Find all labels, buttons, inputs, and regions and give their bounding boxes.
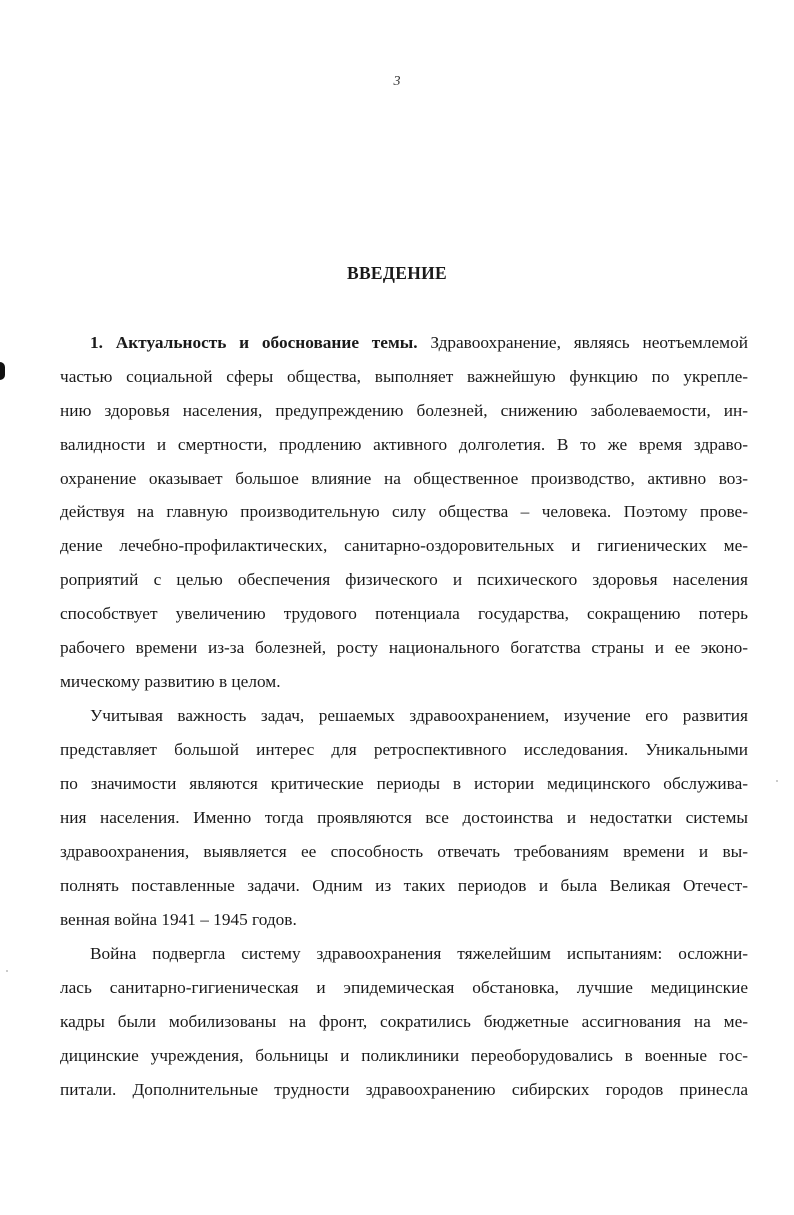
text-line: питали. Дополнительные трудности здравоохранению сибирских городов принесла	[60, 1079, 748, 1099]
text-line: частью социальной сферы общества, выполняет важнейшую функцию по укрепле-	[60, 366, 748, 386]
paragraph-critical-periods	[60, 699, 748, 936]
relevance-lead: 1. Актуальность и обоснование темы.	[90, 333, 418, 352]
scan-margin-mark	[0, 362, 5, 380]
paragraph-relevance	[60, 326, 748, 699]
text-line: мическому развитию в целом.	[60, 671, 281, 691]
text-line: валидности и смертности, продлению активного долголетия. В то же время здраво-	[60, 434, 748, 454]
section-heading: ВВЕДЕНИЕ	[346, 263, 448, 283]
text-line: ния населения. Именно тогда проявляются все достоинства и недостатки системы	[60, 807, 748, 827]
scan-speck	[6, 970, 8, 972]
text-line: представляет большой интерес для ретроспективного исследования. Уникальными	[60, 740, 748, 760]
text-line: здравоохранения, выявляется ее способность отвечать требованиям времени и вы-	[60, 841, 748, 861]
text-line: рабочего времени из-за болезней, росту национального богатства страны и ее эконо-	[60, 638, 748, 658]
text-line: полнять поставленные задачи. Одним из таких периодов и была Великая Отечест-	[60, 875, 748, 895]
text-line: кадры были мобилизованы на фронт, сократились бюджетные ассигнования на ме-	[60, 1011, 748, 1031]
text-line: охранение оказывает большое влияние на общественное производство, активно воз-	[60, 468, 748, 488]
text-line: дицинские учреждения, больницы и поликлиники переоборудовались в военные гос-	[60, 1045, 748, 1065]
text-line: венная война 1941 – 1945 годов.	[60, 909, 297, 929]
page-number: 3	[393, 74, 401, 89]
body-text	[60, 326, 748, 1107]
text-line: способствует увеличению трудового потенциала государства, сокращению потерь	[60, 604, 748, 624]
text-line: нию здоровья населения, предупреждению болезней, снижению заболеваемости, ин-	[60, 400, 748, 420]
text-line: дение лечебно-профилактических, санитарно-оздоровительных и гигиенических ме-	[60, 536, 748, 556]
text-line	[60, 326, 748, 360]
scan-speck	[776, 780, 778, 782]
text-line-content: Здравоохранение, являясь неотъемлемой	[417, 333, 748, 352]
text-line: Война подвергла систему здравоохранения тяжелейшим испытаниям: осложни-	[90, 944, 748, 964]
text-line: по значимости являются критические периоды в истории медицинского обслужива-	[60, 774, 748, 794]
text-line: лась санитарно-гигиеническая и эпидемическая обстановка, лучшие медицинские	[60, 977, 748, 997]
paragraph-war-trials	[60, 937, 748, 1106]
text-line: Учитывая важность задач, решаемых здравоохранением, изучение его развития	[90, 706, 748, 726]
text-line: действуя на главную производительную силу общества – человека. Поэтому прове-	[60, 502, 748, 522]
text-line: роприятий с целью обеспечения физического и психического здоровья населения	[60, 570, 748, 590]
